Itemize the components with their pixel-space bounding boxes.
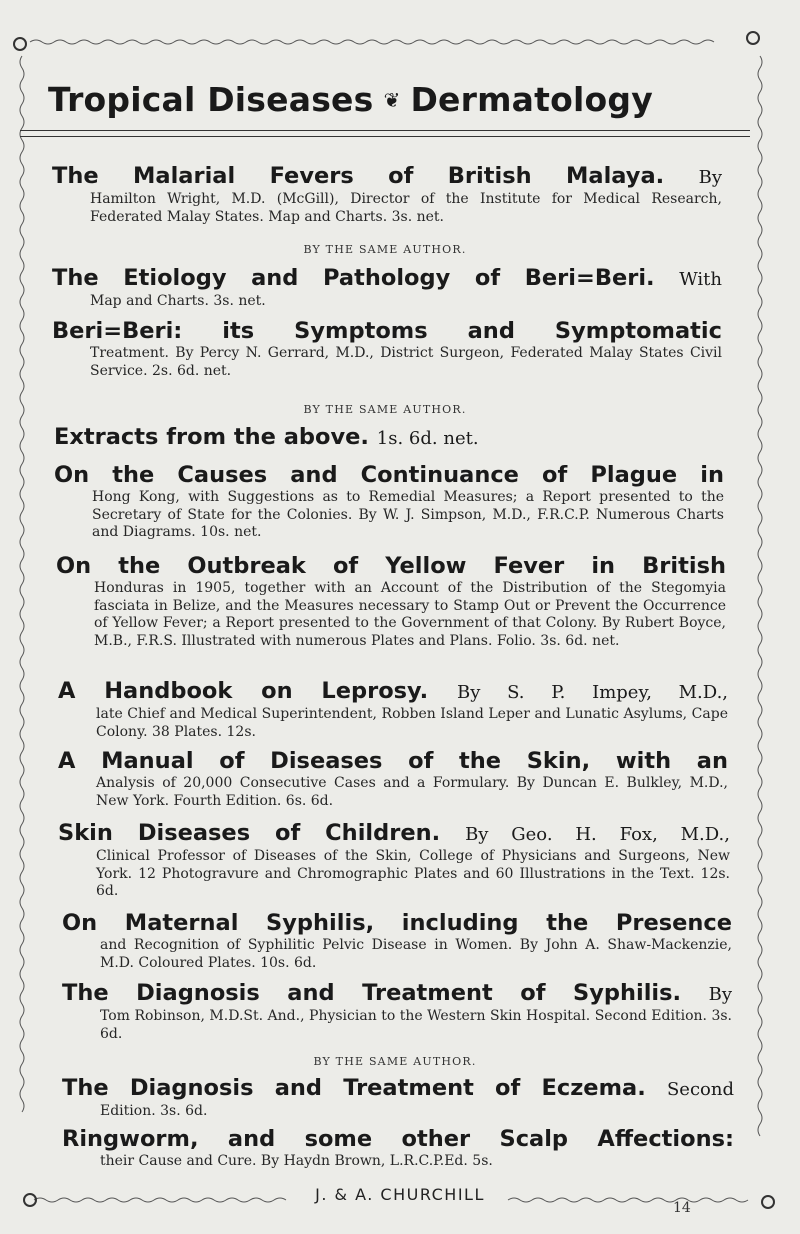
page-heading	[48, 80, 653, 119]
heading-rule-lower	[20, 136, 750, 137]
book-entry-eczema	[62, 1075, 734, 1121]
by-same-author-note: BY THE SAME AUTHOR.	[303, 403, 467, 416]
leaf-ornament-icon: ❦	[383, 88, 401, 112]
entry-title: On the Causes and Continuance of Plague in	[54, 462, 724, 488]
border-top	[30, 40, 714, 44]
entry-description: Honduras in 1905, together with an Account of the Distribution of the Stegomyia fasciata in Belize, and the Measures necessary to Stamp Out or Prevent the Occurrence of Yellow Fever; a Report presented to the Government of that Colony. By Rubert Boyce, M.B., F.R.S. Illustrated with numerous Plates and Plans. Folio. 3s. 6d. net.	[94, 580, 726, 649]
book-entry-maternal-syphilis	[62, 910, 732, 972]
entry-title: The Etiology and Pathology of Beri=Beri. With	[52, 265, 722, 291]
entry-title: On the Outbreak of Yellow Fever in British	[56, 553, 726, 579]
corner-ornament-top-left	[14, 38, 26, 50]
entry-title: Ringworm, and some other Scalp Affections:	[62, 1126, 734, 1152]
entry-description: Clinical Professor of Diseases of the Skin, College of Physicians and Surgeons, New York. 12 Photogravure and Chromographic Plates and 60 Illustrations in the Text. 12s. 6d.	[96, 848, 730, 899]
heading-rule-upper	[20, 130, 750, 131]
entry-description: Tom Robinson, M.D.St. And., Physician to the Western Skin Hospital. Second Edition. 3s. 6d.	[100, 1008, 732, 1042]
entry-title: Extracts from the above. 1s. 6d. net.	[54, 424, 479, 450]
entry-description: and Recognition of Syphilitic Pelvic Disease in Women. By John A. Shaw-Mackenzie, M.D. Coloured Plates. 10s. 6d.	[100, 937, 732, 971]
publisher-footer: J. & A. CHURCHILL	[315, 1185, 485, 1204]
entry-description: Hong Kong, with Suggestions as to Remedial Measures; a Report presented to the Secretary of State for the Colonies. By W. J. Simpson, M.D., F.R.C.P. Numerous Charts and Diagrams. 10s. net.	[92, 489, 724, 540]
page-number: 14	[673, 1200, 691, 1216]
book-entry-leprosy	[58, 678, 728, 741]
entry-description: Edition. 3s. 6d.	[100, 1103, 208, 1119]
entry-description: Map and Charts. 3s. net.	[90, 293, 266, 309]
entry-description: Analysis of 20,000 Consecutive Cases and a Formulary. By Duncan E. Bulkley, M.D., New York. Fourth Edition. 6s. 6d.	[96, 775, 728, 809]
book-entry-skin-diseases-children	[58, 820, 730, 901]
entry-title: The Malarial Fevers of British Malaya. By	[52, 163, 722, 189]
book-entry-yellow-fever	[56, 553, 726, 650]
book-entry-malarial-fevers	[52, 163, 722, 226]
book-entry-plague	[54, 462, 724, 542]
corner-ornament-top-right	[747, 32, 759, 44]
heading-left: Tropical Diseases	[48, 80, 374, 119]
book-entry-beri-beri-symptoms	[52, 318, 722, 380]
entry-title: On Maternal Syphilis, including the Presence	[62, 910, 732, 936]
entry-description: Treatment. By Percy N. Gerrard, M.D., District Surgeon, Federated Malay States Civil Service. 2s. 6d. net.	[90, 345, 722, 379]
entry-title: A Manual of Diseases of the Skin, with an	[58, 748, 728, 774]
entry-title: The Diagnosis and Treatment of Syphilis. By	[62, 980, 732, 1006]
by-same-author-note: BY THE SAME AUTHOR.	[313, 1055, 477, 1068]
heading-right: Dermatology	[410, 80, 653, 119]
entry-title: The Diagnosis and Treatment of Eczema. Second	[62, 1075, 734, 1101]
book-entry-extracts	[54, 424, 724, 452]
entry-description: Hamilton Wright, M.D. (McGill), Director of the Institute for Medical Research, Federated Malay States. Map and Charts. 3s. net.	[90, 191, 722, 225]
entry-title: A Handbook on Leprosy. By S. P. Impey, M.D.,	[58, 678, 729, 704]
border-left	[20, 56, 24, 1112]
entry-title: Beri=Beri: its Symptoms and Symptomatic	[52, 318, 722, 344]
by-same-author-note: BY THE SAME AUTHOR.	[303, 243, 467, 256]
book-entry-syphilis-treatment	[62, 980, 732, 1043]
book-entry-etiology-beri-beri	[52, 265, 722, 311]
entry-title: Skin Diseases of Children. By Geo. H. Fox, M.D.,	[58, 820, 730, 846]
book-entry-skin-diseases-manual	[58, 748, 728, 810]
border-right	[758, 56, 762, 1136]
entry-description: late Chief and Medical Superintendent, Robben Island Leper and Lunatic Asylums, Cape Colony. 38 Plates. 12s.	[96, 706, 728, 740]
entry-description: their Cause and Cure. By Haydn Brown, L.R.C.P.Ed. 5s.	[100, 1153, 493, 1169]
book-entry-ringworm	[62, 1126, 734, 1171]
